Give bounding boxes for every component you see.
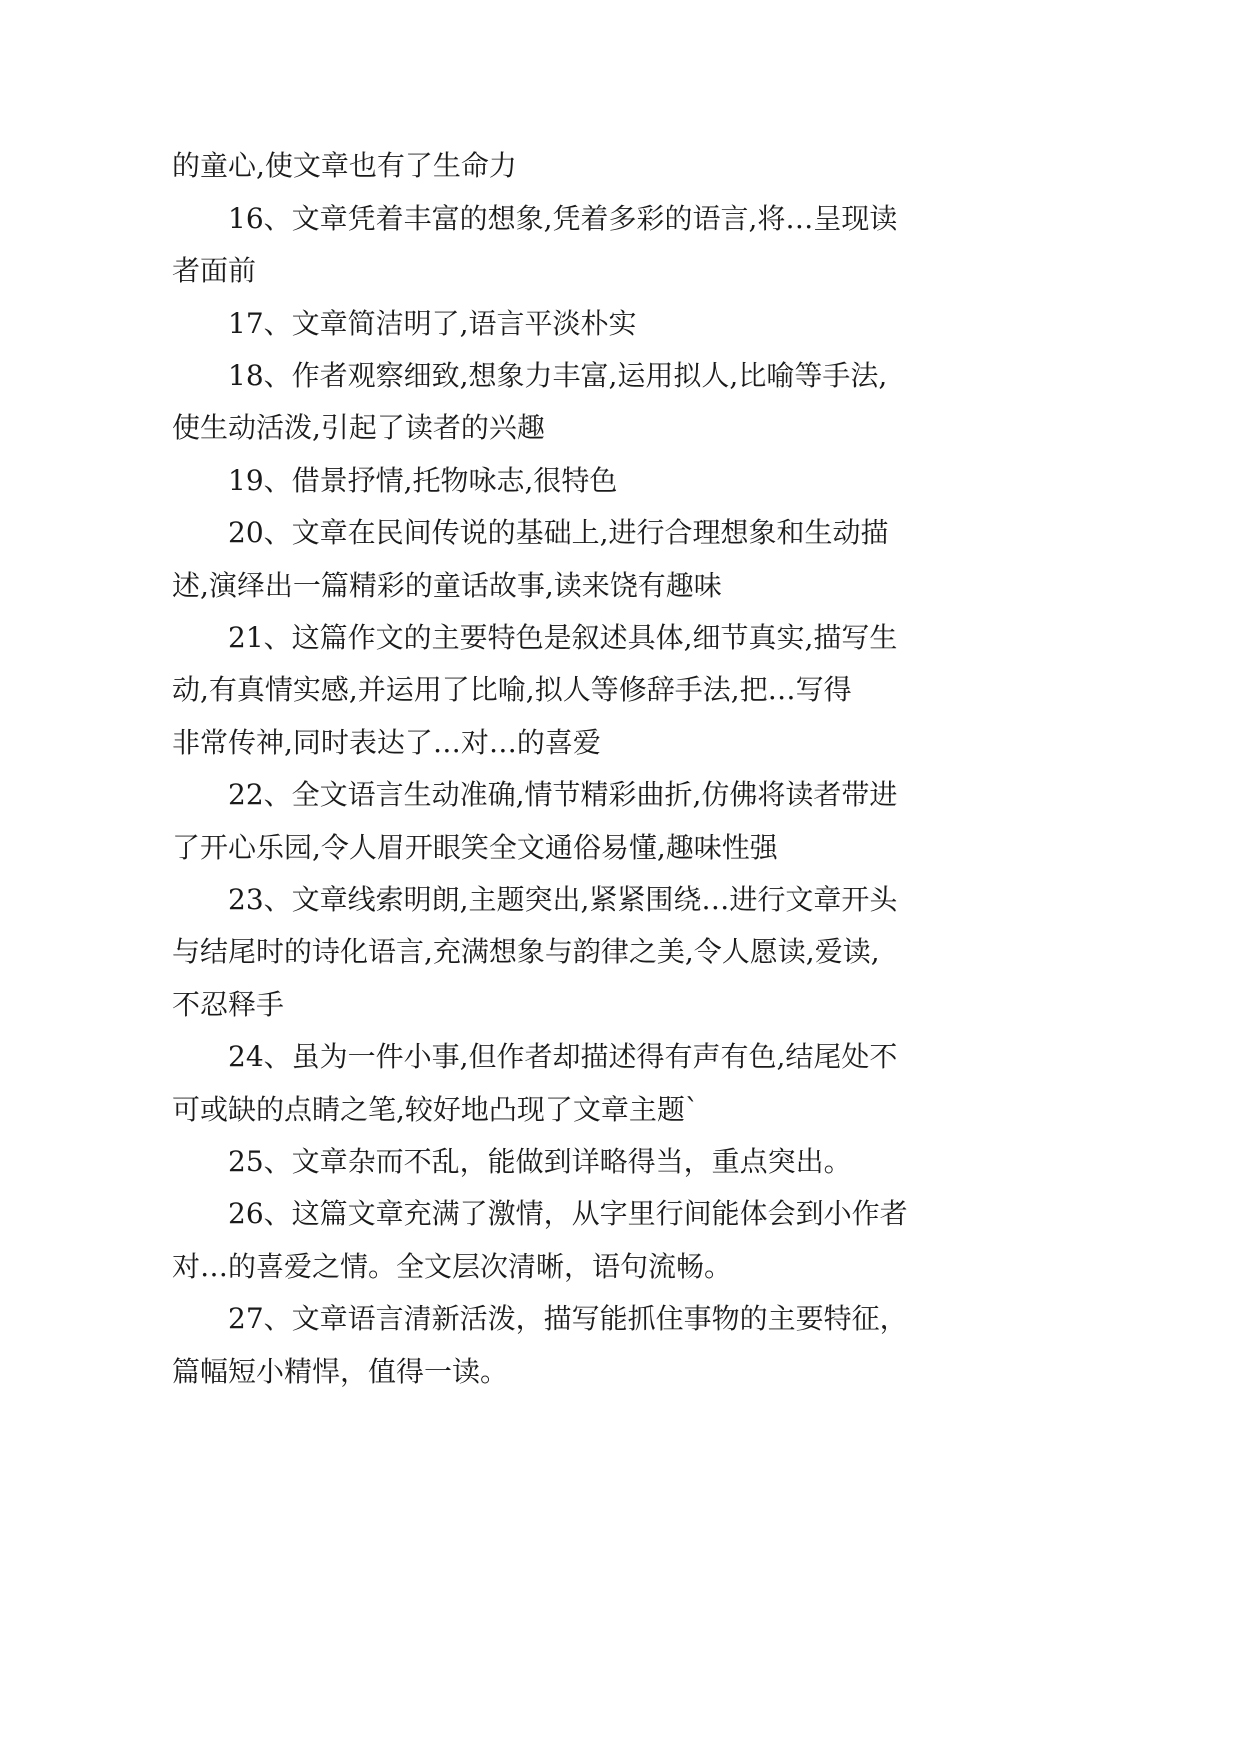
text-line: 使生动活泼,引起了读者的兴趣 [172, 411, 545, 444]
text-line: 述,演绎出一篇精彩的童话故事,读来饶有趣味 [172, 569, 722, 602]
text-line: 18、作者观察细致,想象力丰富,运用拟人,比喻等手法, [228, 359, 888, 392]
text-line: 的童心,使文章也有了生命力 [172, 149, 517, 182]
text-line: 17、文章简洁明了,语言平淡朴实 [228, 307, 637, 340]
text-line: 非常传神,同时表达了…对…的喜爱 [172, 726, 601, 759]
text-line: 了开心乐园,令人眉开眼笑全文通俗易懂,趣味性强 [172, 831, 778, 864]
text-line: 24、虽为一件小事,但作者却描述得有声有色,结尾处不 [228, 1040, 898, 1073]
text-line: 27、文章语言清新活泼，描写能抓住事物的主要特征， [228, 1302, 908, 1335]
text-line: 者面前 [172, 254, 257, 287]
text-line: 26、这篇文章充满了激情，从字里行间能体会到小作者 [228, 1197, 908, 1230]
text-line: 篇幅短小精悍，值得一读。 [172, 1355, 509, 1388]
text-line: 25、文章杂而不乱，能做到详略得当，重点突出。 [228, 1145, 852, 1178]
text-line: 与结尾时的诗化语言,充满想象与韵律之美,令人愿读,爱读, [172, 935, 880, 968]
text-line: 19、借景抒情,托物咏志,很特色 [228, 464, 618, 497]
text-line: 23、文章线索明朗,主题突出,紧紧围绕…进行文章开头 [228, 883, 898, 916]
text-line: 21、这篇作文的主要特色是叙述具体,细节真实,描写生 [228, 621, 898, 654]
text-line: 动,有真情实感,并运用了比喻,拟人等修辞手法,把…写得 [172, 673, 852, 706]
text-line: 不忍释手 [172, 988, 285, 1021]
text-line: 22、全文语言生动准确,情节精彩曲折,仿佛将读者带进 [228, 778, 898, 811]
text-line: 可或缺的点睛之笔,较好地凸现了文章主题` [172, 1093, 699, 1126]
text-line: 16、文章凭着丰富的想象,凭着多彩的语言,将…呈现读 [228, 202, 898, 235]
text-line: 20、文章在民间传说的基础上,进行合理想象和生动描 [228, 516, 889, 549]
text-line: 对…的喜爱之情。全文层次清晰，语句流畅。 [172, 1250, 733, 1283]
